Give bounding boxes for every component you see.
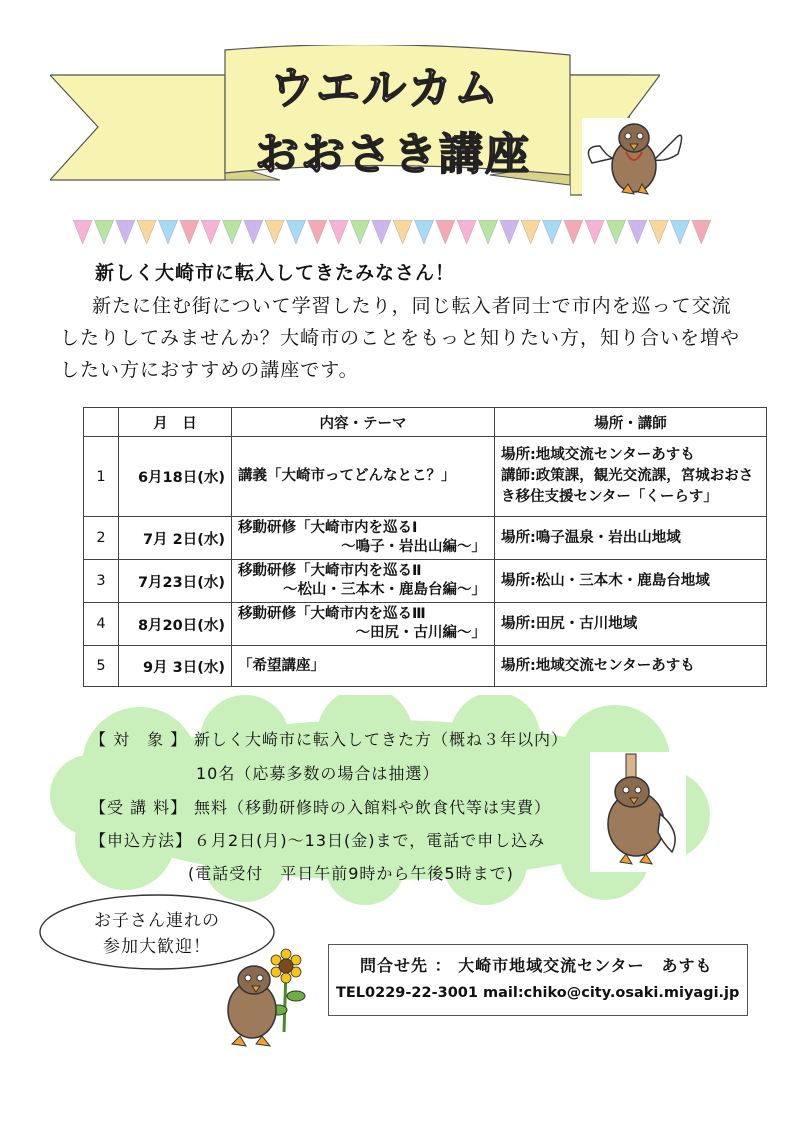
mascot-standing-illustration — [590, 752, 686, 872]
row-theme-sub: ～田尻・古川編～」 — [355, 625, 486, 641]
row-place-main: 場所:地域交流センターあすも — [501, 447, 695, 463]
bunting-flag — [436, 220, 455, 244]
bunting-flag — [692, 220, 711, 244]
row-place-sub: 講師:政策課，観光交流課，宮城おおさき移住支援センター「くーらす」 — [501, 468, 754, 505]
schedule-table — [83, 407, 767, 687]
lead-heading: 新しく大崎市に転入してきたみなさん！ — [95, 262, 456, 284]
kids-line-1: お子さん連れの — [94, 911, 220, 931]
header-place: 場所・講師 — [495, 408, 767, 437]
mascot-flying-illustration — [582, 118, 686, 198]
bunting-flag — [457, 220, 476, 244]
capacity-text: 10名（応募多数の場合は抽選） — [196, 764, 440, 783]
row-theme-sub: ～鳴子・岩出山編～」 — [341, 539, 486, 555]
fee-value: 無料（移動研修時の入館料や飲食代等は実費） — [194, 798, 552, 817]
bunting-flag — [585, 220, 604, 244]
row-theme-main: 講義「大崎市ってどんなとこ？」 — [238, 468, 456, 484]
row-theme — [232, 603, 495, 646]
phone-hours: (電話受付 平日午前9時から午後5時まで) — [188, 864, 514, 883]
row-date: 9月 3日(水) — [119, 646, 232, 687]
bunting-flag — [308, 220, 327, 244]
target-value: 新しく大崎市に転入してきた方（概ね３年以内） — [194, 730, 569, 749]
bunting-flag — [73, 220, 92, 244]
row-theme-main: 移動研修「大崎市内を巡るⅠ — [238, 520, 418, 536]
row-no: 1 — [84, 437, 119, 517]
header-theme: 内容・テーマ — [232, 408, 495, 437]
header-date: 月 日 — [119, 408, 232, 437]
table-row — [84, 603, 767, 646]
kids-line-2: 参加大歓迎！ — [103, 937, 211, 957]
row-date: 8月20日(水) — [119, 603, 232, 646]
row-place: 場所:鳴子温泉・岩出山地域 — [495, 517, 767, 560]
bunting-flag — [478, 220, 497, 244]
title-line-2: おおさき講座 — [255, 129, 531, 180]
row-place: 場所:松山・三本木・鹿島台地域 — [495, 560, 767, 603]
bunting-flag — [329, 220, 348, 244]
bunting-flag — [350, 220, 369, 244]
bunting-decoration — [72, 220, 712, 246]
table-row — [84, 517, 767, 560]
row-theme-sub: ～松山・三本木・鹿島台編～」 — [283, 582, 486, 598]
bunting-flag — [521, 220, 540, 244]
bunting-flag — [606, 220, 625, 244]
bunting-flag — [564, 220, 583, 244]
row-place: 場所:田尻・古川地域 — [495, 603, 767, 646]
bunting-flag — [244, 220, 263, 244]
row-date: 6月18日(水) — [119, 437, 232, 517]
bunting-flag — [393, 220, 412, 244]
bunting-flag — [372, 220, 391, 244]
fee-row — [90, 795, 551, 818]
row-place: 場所:地域交流センターあすも — [495, 646, 767, 687]
header-no — [84, 408, 119, 437]
bunting-flag — [201, 220, 220, 244]
bunting-flag — [670, 220, 689, 244]
bunting-flag — [180, 220, 199, 244]
apply-value: ６月2日(月)～13日(金)まで，電話で申し込み — [194, 831, 546, 850]
bunting-flag — [116, 220, 135, 244]
target-label: 【 対 象 】 — [90, 730, 188, 749]
mascot-sunflower-illustration — [218, 940, 308, 1050]
bunting-flag — [628, 220, 647, 244]
bunting-flag — [542, 220, 561, 244]
row-no: 3 — [84, 560, 119, 603]
table-header-row — [84, 408, 767, 437]
row-theme — [232, 437, 495, 517]
title-line-1: ウエルカム — [270, 63, 500, 114]
apply-label: 【申込方法】 — [90, 831, 193, 850]
row-theme — [232, 560, 495, 603]
row-theme — [232, 517, 495, 560]
contact-tel-mail: TEL0229-22-3001 mail:chiko@city.osaki.miyagi.jp — [336, 985, 740, 1001]
row-no: 5 — [84, 646, 119, 687]
table-row — [84, 560, 767, 603]
bunting-flag — [286, 220, 305, 244]
row-theme-main: 移動研修「大崎市内を巡るⅡ — [238, 563, 422, 579]
bunting-flag — [265, 220, 284, 244]
row-theme: 「希望講座」 — [232, 646, 495, 687]
row-date: 7月 2日(水) — [119, 517, 232, 560]
contact-title: 問合せ先 ： 大崎市地域交流センター あすも — [360, 956, 713, 975]
fee-label: 【受 講 料】 — [90, 798, 188, 817]
row-place — [495, 437, 767, 517]
bunting-flag — [137, 220, 156, 244]
row-no: 2 — [84, 517, 119, 560]
row-theme-main: 移動研修「大崎市内を巡るⅢ — [238, 606, 426, 622]
row-no: 4 — [84, 603, 119, 646]
intro-paragraph: 新たに住む街について学習したり，同じ転入者同士で市内を巡って交流したりしてみませんか？大崎市のことをもっと知りたい方，知り合いを増やしたい方におすすめの講座です。 — [60, 295, 741, 381]
table-row — [84, 646, 767, 687]
bunting-flag — [94, 220, 113, 244]
table-row — [84, 437, 767, 517]
bunting-flag — [222, 220, 241, 244]
bunting-flag — [649, 220, 668, 244]
bunting-flag — [500, 220, 519, 244]
apply-row — [90, 828, 545, 851]
target-row — [90, 727, 568, 750]
bunting-flag — [158, 220, 177, 244]
bunting-flag — [414, 220, 433, 244]
row-date: 7月23日(水) — [119, 560, 232, 603]
